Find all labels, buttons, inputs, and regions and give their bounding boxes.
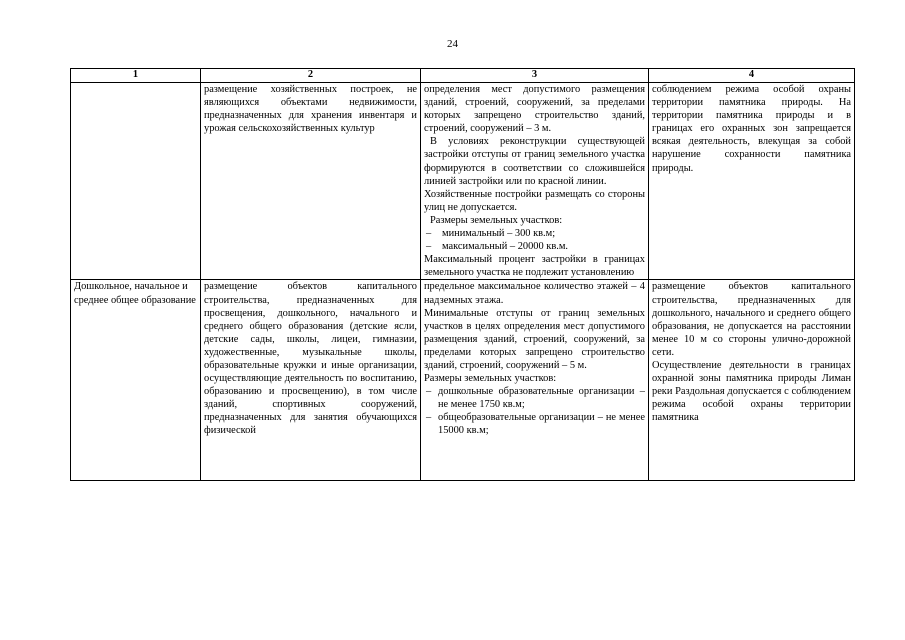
use-description-cell: размещение хозяйственных построек, не являющихся объектами недвижимости, предназначенных для хранения инвентаря и урожая сельскохозяйственных культур — [201, 83, 421, 280]
lot-size-list — [424, 227, 645, 253]
parameters-cell — [421, 280, 649, 481]
parameters-paragraph: Максимальный процент застройки в границах земельного участка не подлежит установлению — [424, 254, 645, 279]
parameters-paragraph: предельное максимальное количество этажей – 4 надземных этажа. — [424, 281, 645, 306]
list-item: – общеобразовательные организации – не менее 15000 кв.м; — [424, 411, 645, 437]
list-item: – минимальный – 300 кв.м; — [424, 227, 645, 240]
lot-size-list — [424, 385, 645, 437]
land-use-type-cell: Дошкольное, начальное и среднее общее образование — [71, 280, 201, 481]
table-row — [71, 280, 855, 481]
column-header-3: 3 — [421, 69, 649, 83]
column-header-4: 4 — [649, 69, 855, 83]
list-item: – максимальный – 20000 кв.м. — [424, 240, 645, 253]
parameters-paragraph: определения мест допустимого размещения зданий, строений, сооружений, за пределами которых запрещено строительство зданий, строений, сооружений – 3 м. — [424, 84, 645, 135]
table-row — [71, 83, 855, 280]
restrictions-cell: соблюдением режима особой охраны территории памятника природы. На территории памятника природы и в границах его охранных зон запрещается всякая деятельность, влекущая за собой нарушение сохранности памятника природы. — [649, 83, 855, 280]
list-item: – дошкольные образовательные организации – не менее 1750 кв.м; — [424, 385, 645, 411]
parameters-paragraph: Хозяйственные постройки размещать со стороны улиц не допускается. — [424, 188, 645, 213]
column-header-1: 1 — [71, 69, 201, 83]
parameters-paragraph: В условиях реконструкции существующей застройки отступы от границ земельного участка формируются в соответствии со сложившейся линией застройки или по красной линии. — [424, 136, 645, 187]
use-description-cell: размещение объектов капитального строительства, предназначенных для просвещения, дошкольного, начального и среднего общего образования (детские ясли, детские сады, школы, лицеи, гимназии, художественные, музыкальные школы, образовательные кружки и иные организации, осуществляющие деятельность по воспитанию, образованию и просвещению), в том числе зданий, спортивных сооружений, предназначенных для занятия обучающихся физической — [201, 280, 421, 481]
column-header-2: 2 — [201, 69, 421, 83]
page-number: 24 — [447, 38, 458, 50]
zoning-regulations-table — [70, 68, 855, 481]
restrictions-paragraph: размещение объектов капитального строительства, предназначенных для дошкольного, начального и среднего общего образования, не допускается на расстоянии менее 10 м со стороны улично-дорожной сети. — [652, 281, 851, 358]
restrictions-paragraph: Осуществление деятельности в границах охранной зоны памятника природы Лиман реки Раздольная допускается с соблюдением режима особой охраны территории памятника — [652, 359, 851, 424]
parameters-paragraph: Размеры земельных участков: — [424, 373, 557, 385]
land-use-type-cell — [71, 83, 201, 280]
restrictions-cell — [649, 280, 855, 481]
parameters-paragraph: Минимальные отступы от границ земельных участков в целях определения мест допустимого размещения зданий, строений, сооружений, за пределами которых запрещено строительство зданий, строений, сооружений – 5 м. — [424, 307, 645, 371]
parameters-cell — [421, 83, 649, 280]
parameters-paragraph: Размеры земельных участков: — [430, 214, 563, 226]
table-header-row — [71, 69, 855, 83]
